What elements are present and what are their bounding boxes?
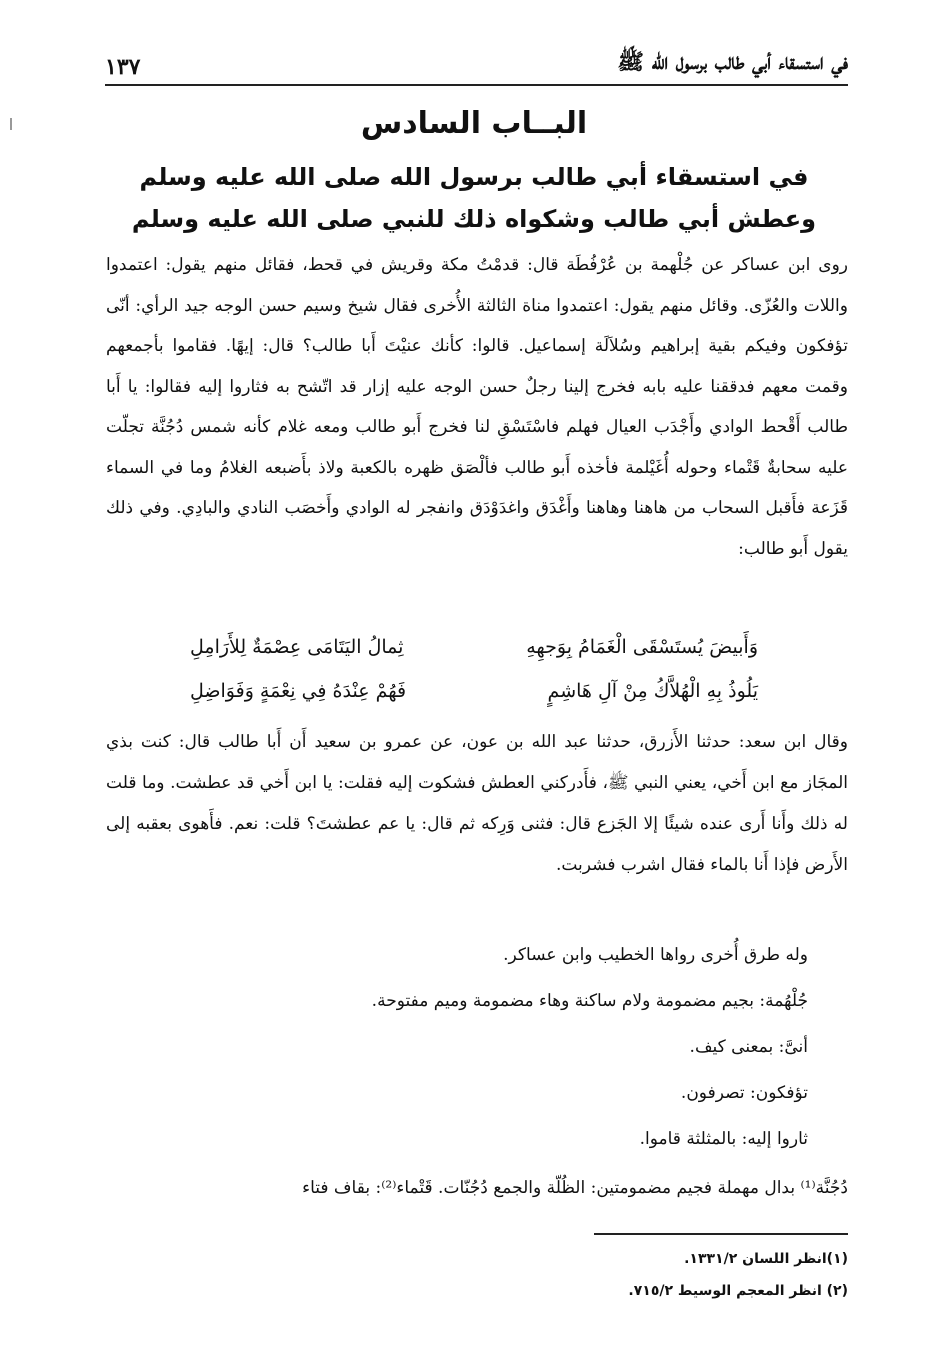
poem-line-1-second-hemistich: ثِمالُ اليَتَامَى عِصْمَةٌ لِلأَرَامِلِ: [190, 636, 404, 658]
running-header: [105, 40, 848, 86]
chapter-subtitle-line-1: في استسقاء أبي طالب برسول الله صلى الله عليه وسلم: [139, 163, 809, 191]
poem-line-2: [190, 669, 758, 713]
note-line: ثاروا إليه: بالمثلثة قاموا.: [639, 1129, 808, 1149]
note-line: وله طرق أُخرى رواها الخطيب وابن عساكر.: [503, 945, 808, 965]
poem-line-2-second-hemistich: فَهُمْ عِنْدَهُ فِي نِعْمَةٍ وَفَوَاضِلِ: [190, 680, 407, 702]
poem-line-2-first-hemistich: يَلُوذُ بِهِ الْهُلاَّكُ مِنْ آلِ هَاشِمٍ: [547, 680, 758, 702]
chapter-subtitle-line-2: وعطش أبي طالب وشكواه ذلك للنبي صلى الله عليه وسلم: [131, 205, 817, 233]
footnote-1: (١)انظر اللسان ١٣٣١/٢.: [684, 1251, 848, 1267]
chapter-subtitle: [100, 156, 848, 240]
poem-line-1: [190, 625, 758, 669]
note-line: تؤفكون: تصرفون.: [680, 1083, 808, 1103]
footnotes: [400, 1243, 848, 1307]
footnote-2: (٢) انظر المعجم الوسيط ٧١٥/٢.: [628, 1283, 848, 1299]
paragraph-2: وقال ابن سعد: حدثنا الأَزرق، حدثنا عبد الله بن عون، عن عمرو بن سعيد أَن أَبا طالب قال: كنت بذي المجَاز مع ابن أَخي، يعني النبي ﷺ، فأَدركني العطش فشكوت إليه فقلت: يا ابن أَخي قد عطشت. وما قلت له ذلك وأَنا أَرى عنده شيئًا إلا الجَزع قال: فثنى وَرِكه ثم قال: يا عم عطشتَ؟ قلت: نعم. فأَهوى بعقبه إلى الأَرض فإذا أَنا بالماء فقال اشرب فشربت.: [106, 732, 848, 875]
glossary-notes: [106, 932, 808, 1162]
note-line: أنىَّ: بمعنى كيف.: [689, 1037, 808, 1057]
running-title: في استسقاء أبي طالب برسول الله ﷺ: [617, 49, 848, 75]
poem: [190, 625, 758, 713]
poem-line-1-first-hemistich: وَأَبيضَ يُستَسْقَى الْغَمَامُ بِوَجهِهِ: [526, 636, 758, 658]
paragraph-1: روى ابن عساكر عن جُلْهمة بن عُرْفُطَة قال: قدمْتُ مكة وقريش في قحط، فقائل منهم يقول: اعتمدوا واللات والعُزّى. وقائل منهم يقول: اعتمدوا مناة الثالثة الأُخرى فقال شيخ وسيم حسن الوجه جيد الرأي: أنّى تؤفكون وفيكم بقية إبراهيم وسُلاَلَة إسماعيل. قالوا: كأنك عنيْتَ أَبا طالب؟ قال: إيهًا. فقاموا بأجمعهم وقمت معهم فدققنا عليه بابه فخرج إلينا رجلٌ حسن الوجه عليه إزار قد اتّشح به فثاروا إليه فقالوا: يا أَبا طالب أَقْحط الوادي وأَجْدَب العيال فهلم فاسْتَسْقِ لنا فخرج أَبو طالب ومعه غلام كأنه شمس دُجُنَّة تجلّت عليه سحابةٌ قَتْماء وحوله أُغَيْلمة فأخذه أَبو طالب فألْصَق ظهره بالكعبة ولاذ بأَضبعه الغلامُ وما في السماء قَزَعة فأَقبل السحاب من هاهنا وهاهنا وأَغْدَق واغدَوْدَق وانفجر له الوادي وأَخصَب النادي والبادِي. وفي ذلك يقول أَبو طالب:: [106, 255, 848, 559]
glossary-last-line: دُجُنَّة⁽¹⁾ بدال مهملة فجيم مضمومتين: الظُلّة والجمع دُجُنّات. قَتْماء⁽²⁾: بقاف فتاء: [302, 1178, 848, 1198]
scan-margin-mark: [10, 118, 12, 130]
page-number: ١٣٧: [105, 54, 141, 80]
footnote-divider: [594, 1233, 848, 1235]
note-line: جُلْهُمة: بجيم مضمومة ولام ساكنة وهاء مضمومة وميم مفتوحة.: [371, 991, 808, 1011]
chapter-title: البــاب السادس: [360, 106, 588, 141]
